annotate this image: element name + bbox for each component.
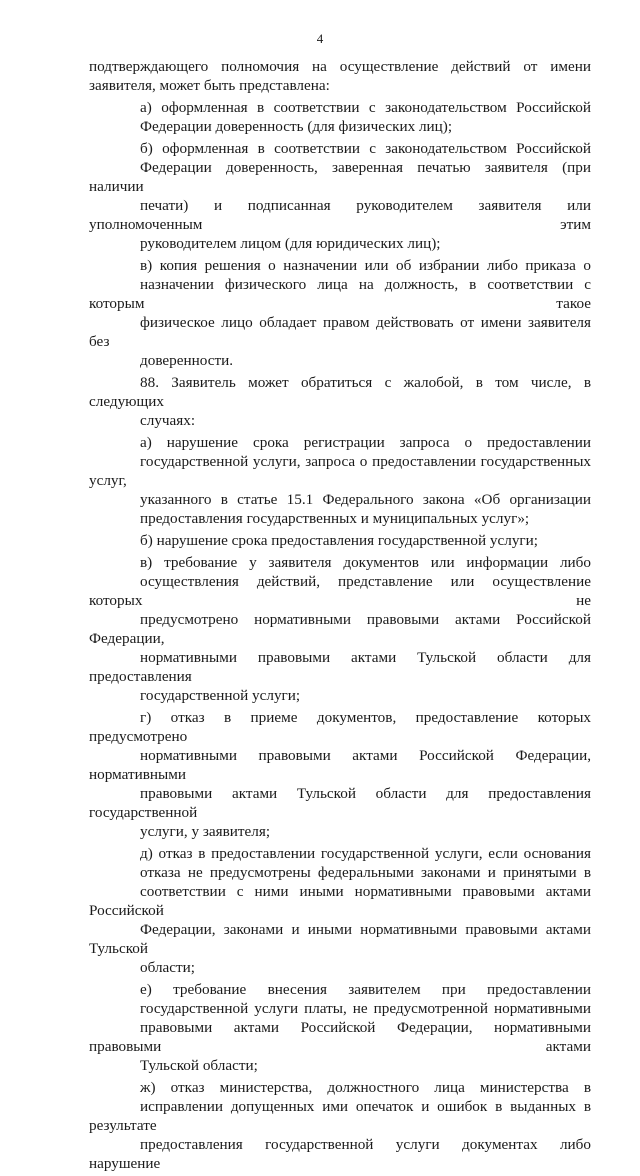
text-line: а) оформленная в соответствии с законодательством Российской [140, 99, 591, 116]
text-line: предоставления государственных и муниципальных услуг»; [140, 510, 530, 527]
text-line: нормативными правовыми актами Российской Федерации, нормативными [89, 747, 591, 783]
text-line: случаях: [140, 412, 196, 429]
paragraph-88 [89, 373, 591, 430]
text-line: Федерации доверенность (для физических лиц); [140, 118, 453, 135]
paragraph-item-v [89, 256, 591, 370]
text-line: подтверждающего полномочия на осуществление действий от имени [89, 58, 591, 75]
paragraph-88-e [89, 980, 591, 1075]
paragraph-intro [89, 57, 591, 95]
text-line: б) оформленная в соответствии с законодательством Российской [140, 140, 591, 157]
paragraph-88-g [89, 708, 591, 841]
text-line: е) требование внесения заявителем при предоставлении [140, 981, 591, 998]
text-line: б) нарушение срока предоставления государственной услуги; [140, 532, 538, 549]
text-line: правовыми актами Российской Федерации, нормативными правовыми актами [89, 1019, 591, 1055]
paragraph-item-a [89, 98, 591, 136]
text-line: руководителем лицом (для юридических лиц); [140, 235, 441, 252]
document-body [89, 57, 591, 1176]
paragraph-item-b [89, 139, 591, 253]
text-line: государственной услуги; [140, 687, 301, 704]
text-line: 88. Заявитель может обратиться с жалобой, в том числе, в следующих [89, 374, 591, 410]
text-line: услуги, у заявителя; [140, 823, 271, 840]
page-number: 4 [316, 31, 324, 46]
text-line: осуществления действий, представление или осуществление которых не [89, 573, 591, 609]
paragraph-88-d [89, 844, 591, 977]
text-line: Тульской области; [140, 1057, 258, 1074]
text-line: а) нарушение срока регистрации запроса о предоставлении [140, 434, 591, 451]
text-line: в) требование у заявителя документов или информации либо [140, 554, 591, 571]
text-line: доверенности. [140, 352, 234, 369]
text-line: государственной услуги, запроса о предоставлении государственных услуг, [89, 453, 591, 489]
paragraph-88-a [89, 433, 591, 528]
paragraph-88-b [89, 531, 591, 550]
text-line: заявителя, может быть представлена: [89, 77, 330, 94]
text-line: соответствии с ними иными нормативными правовыми актами Российской [89, 883, 591, 919]
text-line: области; [140, 959, 195, 976]
paragraph-88-zh [89, 1078, 591, 1173]
text-line: исправлении допущенных ими опечаток и ошибок в выданных в результате [89, 1098, 591, 1134]
text-line: предусмотрено нормативными правовыми актами Российской Федерации, [89, 611, 591, 647]
text-line: д) отказ в предоставлении государственной услуги, если основания [140, 845, 591, 862]
text-line: печати) и подписанная руководителем заявителя или уполномоченным этим [89, 197, 591, 233]
text-line: государственной услуги платы, не предусмотренной нормативными [140, 1000, 591, 1017]
text-line: предоставления государственной услуги документах либо нарушение [89, 1136, 591, 1172]
text-line: отказа не предусмотрены федеральными законами и принятыми в [140, 864, 591, 881]
text-line: назначении физического лица на должность, в соответствии с которым такое [89, 276, 591, 312]
text-line: ж) отказ министерства, должностного лица министерства в [140, 1079, 591, 1096]
paragraph-88-v [89, 553, 591, 705]
text-line: нормативными правовыми актами Тульской области для предоставления [89, 649, 591, 685]
text-line: правовыми актами Тульской области для предоставления государственной [89, 785, 591, 821]
text-line: Федерации, законами и иными нормативными правовыми актами Тульской [89, 921, 591, 957]
text-line: г) отказ в приеме документов, предоставление которых предусмотрено [89, 709, 591, 745]
text-line: указанного в статье 15.1 Федерального закона «Об организации [140, 491, 591, 508]
text-line: Федерации доверенность, заверенная печатью заявителя (при наличии [89, 159, 591, 195]
text-line: в) копия решения о назначении или об избрании либо приказа о [140, 257, 591, 274]
text-line: физическое лицо обладает правом действовать от имени заявителя без [89, 314, 591, 350]
